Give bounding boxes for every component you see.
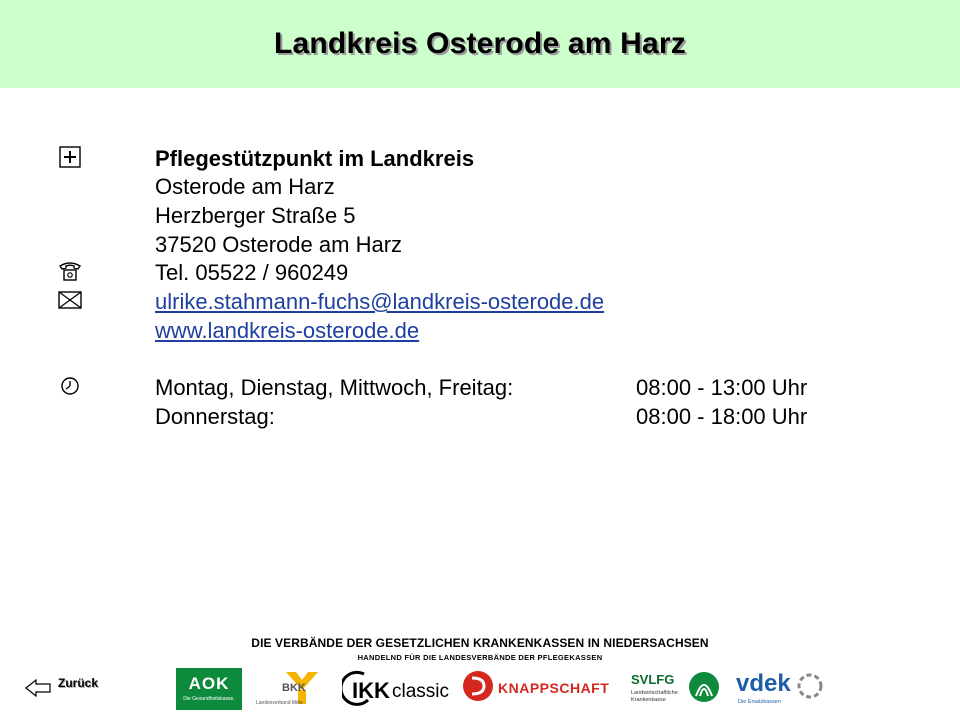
website-link[interactable]: www.landkreis-osterode.de (155, 318, 420, 343)
knappschaft-logo-text: KNAPPSCHAFT (498, 680, 610, 696)
envelope-icon (57, 287, 83, 313)
contact-name-line2: Osterode am Harz (155, 174, 335, 199)
hours-time: 08:00 - 13:00 Uhr (636, 375, 808, 400)
contact-street: Herzberger Straße 5 (155, 203, 356, 228)
svlfg-logo-subtext-2: Krankenkasse (631, 697, 666, 703)
arrow-left-icon (24, 678, 52, 698)
footer-title: DIE VERBÄNDE DER GESETZLICHEN KRANKENKASSEN IN NIEDERSACHSEN (251, 636, 709, 650)
clock-icon (57, 373, 83, 399)
footer-subtitle: HANDELND FÜR DIE LANDESVERBÄNDE DER PFLEGEKASSEN (357, 653, 603, 662)
svlfg-logo (631, 668, 723, 710)
contact-name: Pflegestützpunkt im Landkreis (155, 146, 475, 171)
email-link[interactable]: ulrike.stahmann-fuchs@landkreis-osterode.de (155, 289, 605, 314)
aok-logo-subtext: Die Gesundheitskasse. (183, 696, 235, 702)
ikk-logo-text: IKK (352, 678, 390, 703)
svlfg-logo-subtext-1: Landwirtschaftliche (631, 690, 678, 696)
vdek-logo-text: vdek (736, 670, 791, 697)
bkk-logo-subtext: Landesverband Mitte (256, 700, 303, 706)
cross-icon (57, 144, 83, 170)
bkk-logo (256, 668, 326, 710)
contact-phone: Tel. 05522 / 960249 (155, 260, 349, 285)
telephone-icon (57, 258, 83, 284)
aok-logo (176, 668, 242, 710)
vdek-logo-subtext: Die Ersatzkassen (738, 699, 781, 705)
vdek-logo (736, 668, 826, 710)
page-title: Landkreis Osterode am Harz (273, 27, 687, 60)
back-button[interactable] (24, 676, 114, 700)
contact-city: 37520 Osterode am Harz (155, 232, 403, 257)
ikk-classic-logo (342, 668, 450, 710)
knappschaft-logo (462, 668, 612, 710)
bkk-logo-text: BKK (282, 682, 306, 694)
hours-time: 08:00 - 18:00 Uhr (636, 404, 808, 429)
header-bar (0, 0, 960, 88)
hours-days: Montag, Dienstag, Mittwoch, Freitag: (155, 375, 514, 400)
hours-days: Donnerstag: (155, 404, 275, 429)
svlfg-logo-text: SVLFG (631, 672, 675, 687)
back-label: Zurück (58, 676, 99, 690)
aok-logo-text: AOK (188, 674, 230, 693)
ikk-classic-text: classic (392, 681, 450, 702)
